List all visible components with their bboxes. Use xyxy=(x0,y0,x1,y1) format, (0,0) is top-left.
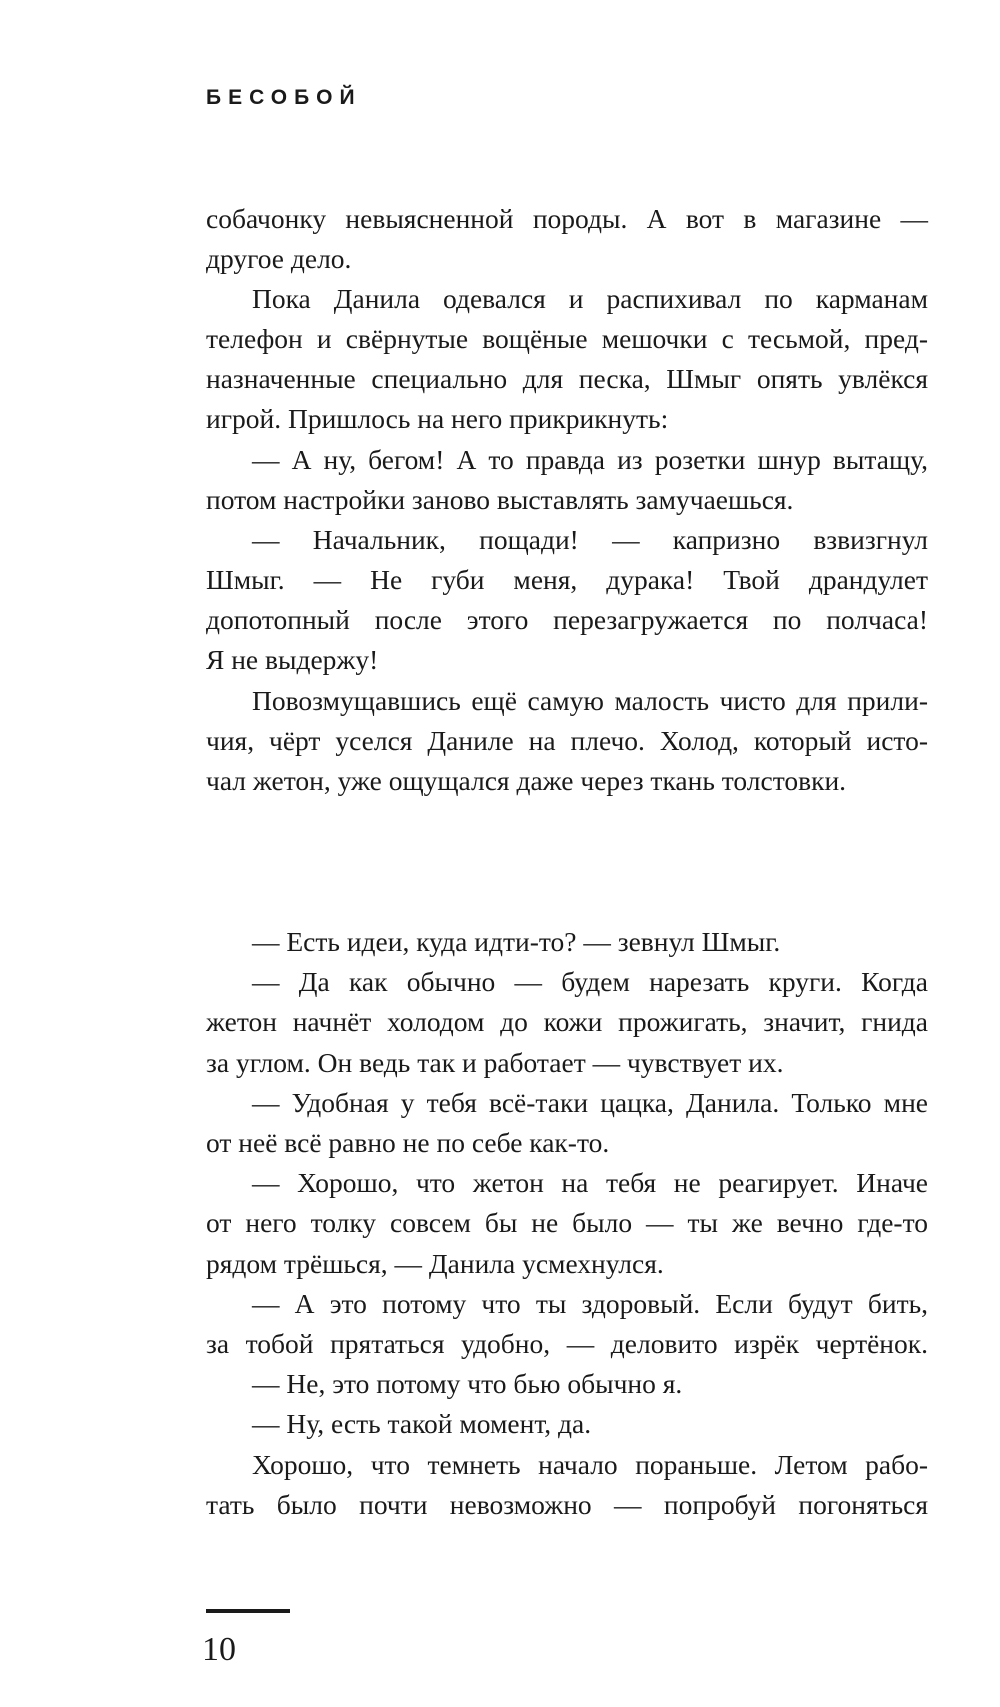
text-line: допотопный после этого перезагружается по полчаса! xyxy=(206,604,928,635)
text-line: рядом трёшься, — Данила усмехнулся. xyxy=(206,1248,664,1279)
text-line: — Ну, есть такой момент, да. xyxy=(252,1408,592,1439)
text-line: за углом. Он ведь так и работает — чувствует их. xyxy=(206,1047,784,1078)
text-line: — А это потому что ты здоровый. Если будут бить, xyxy=(252,1288,928,1319)
text-line: Шмыг. — Не губи меня, дурака! Твой драндулет xyxy=(206,564,928,595)
text-line: телефон и свёрнутые вощёные мешочки с тесьмой, пред- xyxy=(206,323,928,354)
text-line: — Есть идеи, куда идти-то? — зевнул Шмыг. xyxy=(252,926,781,957)
folio-rule xyxy=(206,1609,290,1613)
running-head: БЕСОБОЙ xyxy=(206,86,362,109)
text-line: за тобой прятаться удобно, — деловито изрёк чертёнок. xyxy=(206,1328,928,1359)
text-line: Пока Данила одевался и распихивал по карманам xyxy=(252,283,928,314)
text-line: потом настройки заново выставлять замучаешься. xyxy=(206,484,794,515)
text-line: от него толку совсем бы не было — ты же вечно где-то xyxy=(206,1207,928,1238)
text-line: игрой. Пришлось на него прикрикнуть: xyxy=(206,403,669,434)
text-line: — Начальник, пощади! — капризно взвизгнул xyxy=(252,524,928,555)
text-line: от неё всё равно не по себе как-то. xyxy=(206,1127,610,1158)
text-line: Повозмущавшись ещё самую малость чисто для прили- xyxy=(252,685,928,716)
text-line: другое дело. xyxy=(206,243,352,274)
page-number: 10 xyxy=(202,1631,236,1668)
text-line: жетон начнёт холодом до кожи прожигать, значит, гнида xyxy=(206,1006,928,1037)
text-line: чия, чёрт уселся Даниле на плечо. Холод, который исто- xyxy=(206,725,928,756)
text-line: Хорошо, что темнеть начало пораньше. Летом рабо- xyxy=(252,1449,928,1480)
text-line: — А ну, бегом! А то правда из розетки шнур вытащу, xyxy=(252,444,928,475)
text-line: — Удобная у тебя всё-таки цацка, Данила. Только мне xyxy=(252,1087,928,1118)
text-line: собачонку невыясненной породы. А вот в магазине — xyxy=(206,203,928,234)
text-line: тать было почти невозможно — попробуй погоняться xyxy=(206,1489,928,1520)
text-line: — Да как обычно — будем нарезать круги. Когда xyxy=(252,966,928,997)
text-line: чал жетон, уже ощущался даже через ткань толстовки. xyxy=(206,765,847,796)
text-line: назначенные специально для песка, Шмыг опять увлёкся xyxy=(206,363,928,394)
text-line: — Хорошо, что жетон на тебя не реагирует. Иначе xyxy=(252,1167,928,1198)
text-line: Я не выдержу! xyxy=(206,644,379,675)
text-line: — Не, это потому что бью обычно я. xyxy=(252,1368,683,1399)
